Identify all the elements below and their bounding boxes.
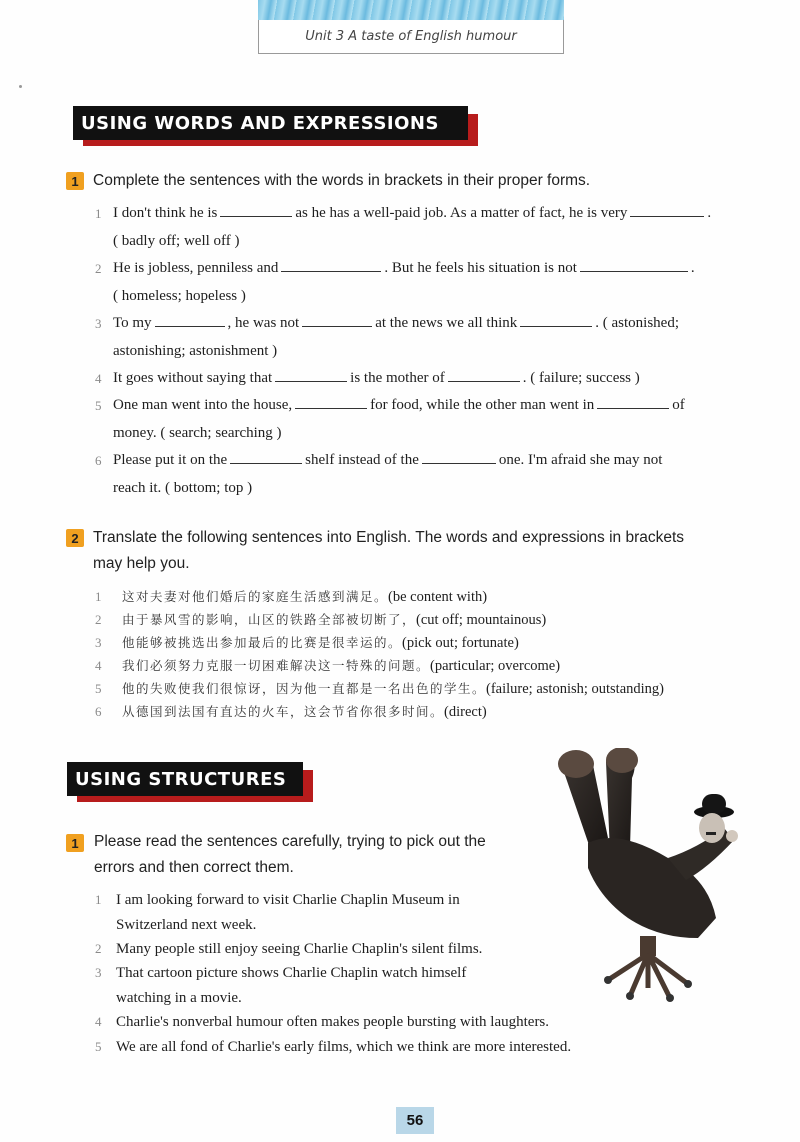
- chaplin-photo: [548, 748, 748, 1010]
- running-title: Unit 3 A taste of English humour: [258, 20, 564, 54]
- exercise-item: 3 To my , he was not at the news we all think . ( astonished; astonishing; astonishment ): [95, 310, 755, 365]
- header-decoration: [258, 0, 564, 20]
- error-sentence: 4 Charlie's nonverbal humour often makes people bursting with laughters.: [95, 1014, 550, 1030]
- exercise-instruction: Complete the sentences with the words in brackets in their proper forms.: [93, 172, 591, 189]
- answer-blank[interactable]: [422, 449, 496, 464]
- section-banner-structures: [67, 762, 303, 796]
- section-banner-words: [73, 106, 468, 140]
- exercise-instruction: Please read the sentences carefully, trying to pick out the errors and then correct them.: [94, 833, 486, 876]
- exercise-item: 6 Please put it on the shelf instead of the one. I'm afraid she may not reach it. ( bottom; top ): [95, 447, 755, 502]
- answer-blank[interactable]: [230, 449, 302, 464]
- exercise-badge: 1: [66, 172, 84, 190]
- error-sentence: 3 That cartoon picture shows Charlie Chaplin watch himself watching in a movie.: [95, 965, 467, 1006]
- answer-blank[interactable]: [520, 312, 592, 327]
- exercise-instruction: Translate the following sentences into English. The words and expressions in brackets may help you.: [93, 529, 685, 572]
- exercise-item: 4 It goes without saying that is the mother of . ( failure; success ): [95, 365, 755, 393]
- answer-blank[interactable]: [597, 394, 669, 409]
- section-title: USING WORDS AND EXPRESSIONS: [73, 106, 468, 140]
- page-number: 56: [396, 1107, 434, 1134]
- error-sentence: 5 We are all fond of Charlie's early films, which we think are more interested.: [95, 1039, 572, 1055]
- answer-blank[interactable]: [155, 312, 225, 327]
- margin-dot: [19, 85, 22, 88]
- exercise-item: 1 I don't think he is as he has a well-paid job. As a matter of fact, he is very . ( badly off; well off ): [95, 200, 755, 255]
- section-title: USING STRUCTURES: [67, 762, 303, 796]
- answer-blank[interactable]: [295, 394, 367, 409]
- answer-blank[interactable]: [302, 312, 372, 327]
- answer-blank[interactable]: [580, 257, 688, 272]
- exercise-badge: 1: [66, 834, 84, 852]
- answer-blank[interactable]: [448, 367, 520, 382]
- answer-blank[interactable]: [220, 202, 292, 217]
- exercise-item: 2 He is jobless, penniless and . But he feels his situation is not . ( homeless; hopeless ): [95, 255, 755, 310]
- exercise-badge: 2: [66, 529, 84, 547]
- answer-blank[interactable]: [630, 202, 704, 217]
- answer-blank[interactable]: [275, 367, 347, 382]
- exercise-item: 5 One man went into the house, for food, while the other man went in of money. ( search; searching ): [95, 392, 755, 447]
- answer-blank[interactable]: [281, 257, 381, 272]
- error-sentence: 2 Many people still enjoy seeing Charlie Chaplin's silent films.: [95, 941, 483, 957]
- error-sentence: 1 I am looking forward to visit Charlie Chaplin Museum in Switzerland next week.: [95, 892, 460, 933]
